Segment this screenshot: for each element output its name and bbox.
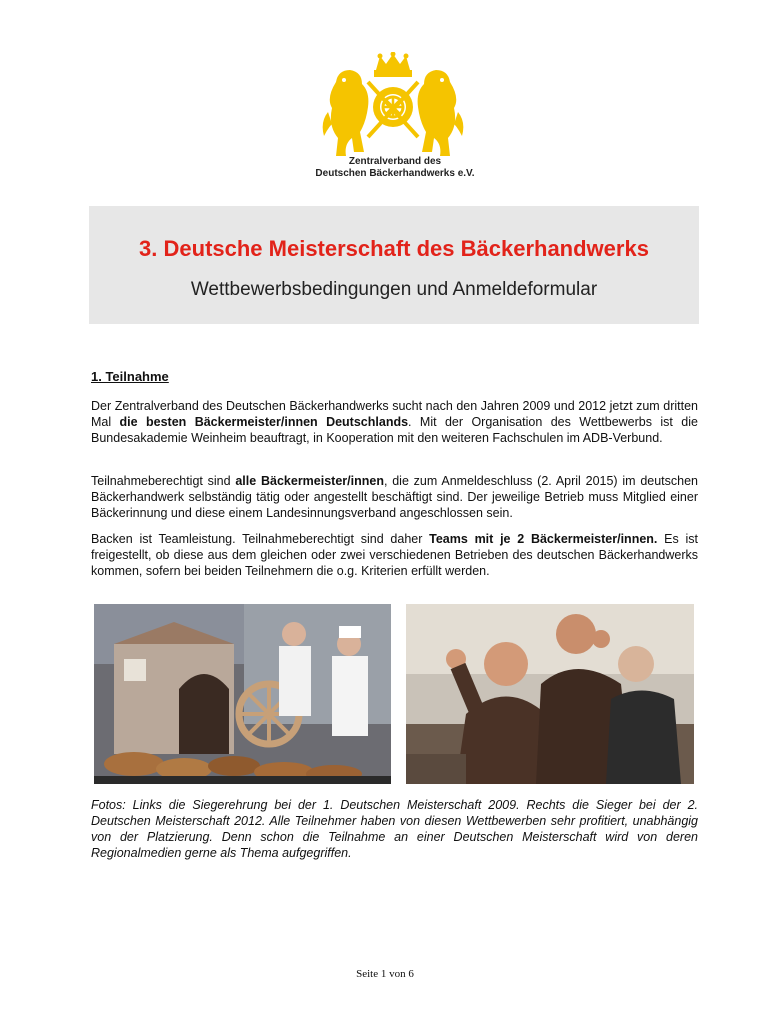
paragraph-1 bbox=[91, 398, 698, 446]
title-banner bbox=[89, 206, 699, 324]
document-title: 3. Deutsche Meisterschaft des Bäckerhandwerks bbox=[139, 236, 649, 261]
photo-caption: Fotos: Links die Siegerehrung bei der 1. Deutschen Meisterschaft 2009. Rechts die Sieger bei der 2. Deutschen Meisterschaft 2012. Alle Teilnehmer haben von diesen Wettbewerben sehr profitiert, unabhängig von der Platzierung. Denn schon die Teilnahme an einer Deutschen Meisterschaft wird von deren Regionalmedien gerne als Thema aufgegriffen. bbox=[91, 798, 698, 860]
paragraph-3-text: Backen ist Teamleistung. Teilnahmeberechtigt sind daher bbox=[91, 532, 430, 546]
page-number: Seite 1 von 6 bbox=[356, 968, 414, 980]
paragraph-2-text-end: , die zum Anmeldeschluss (2. April 2015) im deutschen Bäckerhandwerk selbständig tätig oder angestellt beschäftigt sind. Der jeweilige Betrieb muss Mitglied einer Bäckerinnung und diese einem Landesinnungsverband angeschlossen sein. bbox=[91, 474, 699, 520]
paragraph-3-bold: Teams mit je 2 Bäckermeister/innen. bbox=[429, 532, 658, 546]
section-heading: 1. Teilnahme bbox=[91, 369, 169, 384]
paragraph-1-text-end: . Mit der Organisation des Wettbewerbs ist die Bundesakademie Weinheim beauftragt, in Kooperation mit den weiteren Fachschulen im ADB-Verbund. bbox=[91, 415, 698, 445]
paragraph-2-bold: alle Bäckermeister/innen bbox=[235, 474, 384, 488]
paragraph-2 bbox=[91, 473, 698, 521]
winners-photo bbox=[406, 604, 694, 784]
paragraph-1-bold: die besten Bäckermeister/innen Deutschlands bbox=[119, 415, 409, 429]
paragraph-3-text-end: Es ist freigestellt, ob diese aus dem gleichen oder zwei verschiedenen Betrieben des deutschen Bäckerhandwerks kommen, sofern bei beiden Teilnehmern die o.g. Kriterien erfüllt werden. bbox=[91, 532, 698, 578]
association-logo bbox=[318, 52, 468, 164]
winners-image bbox=[406, 604, 694, 784]
paragraph-3 bbox=[91, 531, 698, 579]
org-line-2: Deutschen Bäckerhandwerks e.V. bbox=[315, 168, 475, 179]
lions-crown-emblem-icon bbox=[318, 52, 468, 164]
award-ceremony-image bbox=[94, 604, 391, 784]
organization-name bbox=[300, 156, 490, 180]
paragraph-1-text: Der Zentralverband des Deutschen Bäckerhandwerks sucht nach den Jahren 2009 und 2012 jetzt zum dritten Mal bbox=[91, 399, 698, 429]
org-line-1: Zentralverband des bbox=[348, 156, 442, 167]
award-ceremony-photo bbox=[94, 604, 391, 784]
paragraph-2-text: Teilnahmeberechtigt sind bbox=[91, 474, 236, 488]
document-subtitle: Wettbewerbsbedingungen und Anmeldeformular bbox=[190, 279, 598, 300]
